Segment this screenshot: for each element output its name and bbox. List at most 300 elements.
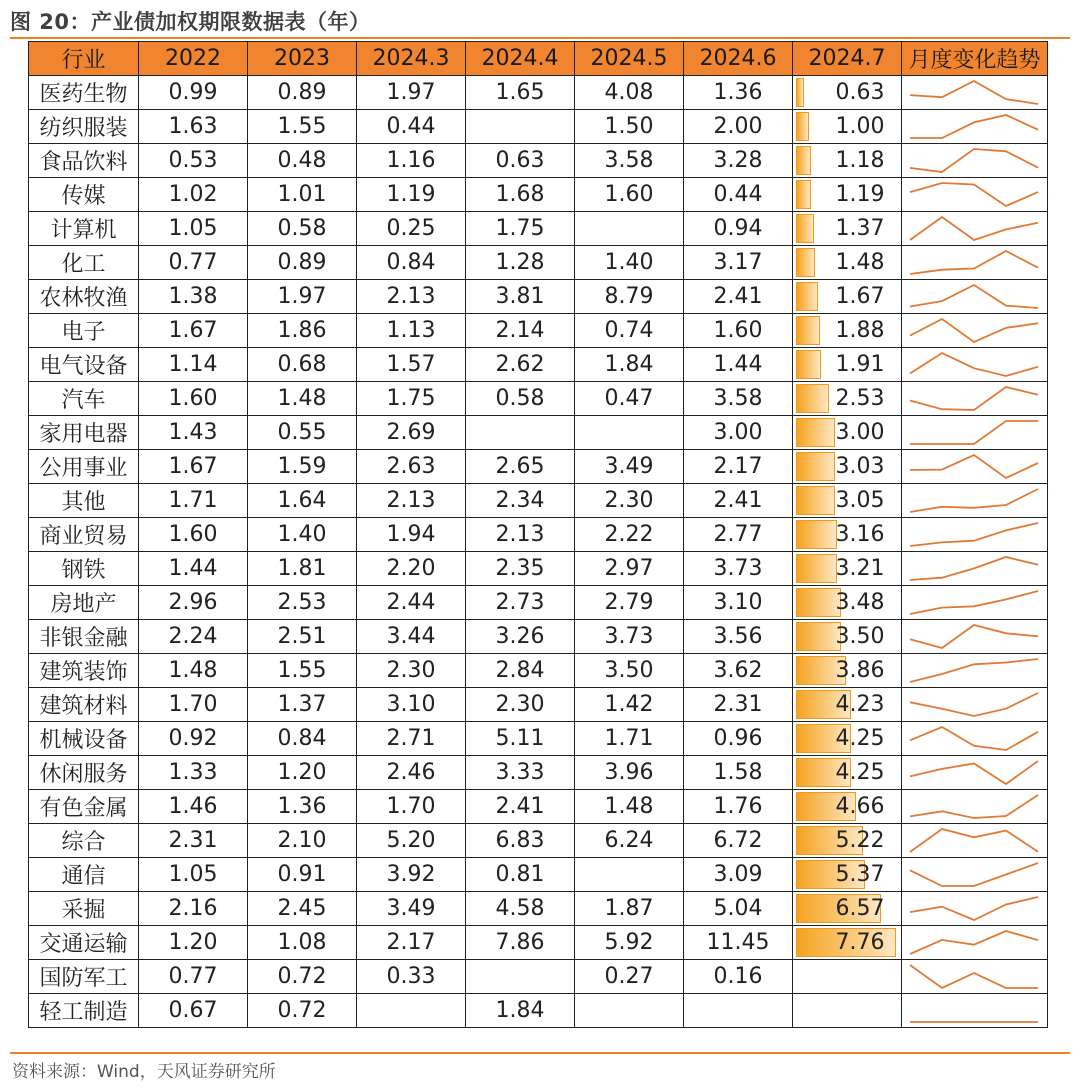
table-row (29, 620, 1048, 654)
value-cell: 1.71 (139, 484, 248, 518)
databar-cell (793, 722, 902, 756)
value-cell: 1.37 (248, 688, 357, 722)
trend-sparkline (902, 348, 1048, 381)
databar-cell (793, 960, 902, 994)
value-cell (466, 960, 575, 994)
table-row (29, 484, 1048, 518)
value-cell: 4.08 (575, 76, 684, 110)
trend-sparkline (902, 314, 1048, 347)
industry-cell: 食品饮料 (29, 144, 139, 178)
table-row (29, 790, 1048, 824)
value-cell: 2.46 (357, 756, 466, 790)
value-cell: 1.58 (684, 756, 793, 790)
value-cell: 2.13 (357, 280, 466, 314)
trend-sparkline-cell (902, 892, 1048, 926)
value-cell: 2.97 (575, 552, 684, 586)
trend-sparkline-cell (902, 144, 1048, 178)
trend-sparkline (902, 858, 1048, 891)
trend-sparkline (902, 552, 1048, 585)
databar-value: 3.21 (835, 556, 885, 581)
industry-cell: 计算机 (29, 212, 139, 246)
value-cell: 0.55 (248, 416, 357, 450)
sparkline-line (910, 217, 1038, 240)
value-cell: 1.42 (575, 688, 684, 722)
trend-sparkline (902, 178, 1048, 211)
table-row (29, 552, 1048, 586)
trend-sparkline (902, 144, 1048, 177)
sparkline-line (910, 761, 1038, 784)
table-row (29, 144, 1048, 178)
databar-cell (793, 586, 902, 620)
trend-sparkline-cell (902, 314, 1048, 348)
table-row (29, 654, 1048, 688)
value-cell: 1.44 (139, 552, 248, 586)
value-cell: 0.47 (575, 382, 684, 416)
value-cell: 3.44 (357, 620, 466, 654)
value-cell: 2.13 (357, 484, 466, 518)
value-cell: 3.49 (357, 892, 466, 926)
value-cell: 2.30 (357, 654, 466, 688)
databar-value: 1.18 (835, 148, 885, 173)
sparkline-line (910, 285, 1038, 308)
databar-cell (793, 178, 902, 212)
value-cell: 1.38 (139, 280, 248, 314)
table-row (29, 518, 1048, 552)
trend-sparkline-cell (902, 586, 1048, 620)
sparkline-line (910, 829, 1038, 852)
value-cell: 0.99 (139, 76, 248, 110)
databar-cell (793, 688, 902, 722)
value-cell: 1.13 (357, 314, 466, 348)
trend-sparkline (902, 926, 1048, 959)
value-cell: 1.60 (139, 382, 248, 416)
value-cell: 1.48 (139, 654, 248, 688)
value-cell: 1.14 (139, 348, 248, 382)
industry-cell: 电气设备 (29, 348, 139, 382)
databar-cell (793, 144, 902, 178)
value-cell: 1.76 (684, 790, 793, 824)
value-cell: 3.26 (466, 620, 575, 654)
value-cell: 2.41 (684, 484, 793, 518)
industry-cell: 国防军工 (29, 960, 139, 994)
value-cell: 6.83 (466, 824, 575, 858)
value-cell: 0.84 (357, 246, 466, 280)
column-header: 2024.3 (357, 42, 466, 76)
value-cell (466, 416, 575, 450)
value-cell: 2.51 (248, 620, 357, 654)
trend-sparkline-cell (902, 484, 1048, 518)
trend-sparkline-cell (902, 824, 1048, 858)
industry-cell: 房地产 (29, 586, 139, 620)
value-cell: 3.73 (575, 620, 684, 654)
databar-value: 4.25 (835, 726, 885, 751)
table-row (29, 110, 1048, 144)
value-cell: 3.58 (684, 382, 793, 416)
databar-value: 1.88 (835, 318, 885, 343)
value-cell: 0.81 (466, 858, 575, 892)
trend-sparkline (902, 722, 1048, 755)
table-row (29, 416, 1048, 450)
value-cell: 0.33 (357, 960, 466, 994)
value-cell: 2.20 (357, 552, 466, 586)
column-header: 2024.7 (793, 42, 902, 76)
industry-cell: 化工 (29, 246, 139, 280)
databar-value: 0.63 (835, 80, 885, 105)
value-cell: 3.62 (684, 654, 793, 688)
trend-sparkline (902, 620, 1048, 653)
value-cell: 6.24 (575, 824, 684, 858)
value-cell: 4.58 (466, 892, 575, 926)
value-cell: 1.28 (466, 246, 575, 280)
sparkline-line (910, 625, 1038, 648)
value-cell: 1.97 (248, 280, 357, 314)
trend-sparkline-cell (902, 994, 1048, 1028)
sparkline-line (910, 455, 1038, 478)
bottom-divider (10, 1052, 1070, 1054)
sparkline-line (910, 489, 1038, 512)
trend-sparkline-cell (902, 756, 1048, 790)
trend-sparkline (902, 756, 1048, 789)
trend-sparkline (902, 484, 1048, 517)
table-row (29, 450, 1048, 484)
value-cell: 5.92 (575, 926, 684, 960)
column-header: 2024.6 (684, 42, 793, 76)
industry-cell: 电子 (29, 314, 139, 348)
value-cell: 3.81 (466, 280, 575, 314)
value-cell: 1.75 (357, 382, 466, 416)
trend-sparkline-cell (902, 280, 1048, 314)
trend-sparkline-cell (902, 926, 1048, 960)
column-header: 月度变化趋势 (902, 42, 1048, 76)
value-cell: 3.10 (684, 586, 793, 620)
databar-value: 3.16 (835, 522, 885, 547)
sparkline-line (910, 387, 1038, 410)
databar-value: 3.03 (835, 454, 885, 479)
value-cell: 6.72 (684, 824, 793, 858)
databar-value: 3.50 (835, 624, 885, 649)
value-cell: 2.77 (684, 518, 793, 552)
value-cell: 1.81 (248, 552, 357, 586)
value-cell: 2.30 (466, 688, 575, 722)
table-row (29, 76, 1048, 110)
industry-cell: 钢铁 (29, 552, 139, 586)
value-cell: 0.84 (248, 722, 357, 756)
value-cell: 0.77 (139, 246, 248, 280)
trend-sparkline-cell (902, 110, 1048, 144)
sparkline-line (910, 557, 1038, 580)
duration-data-table (28, 41, 1048, 1028)
table-row (29, 246, 1048, 280)
sparkline-line (910, 897, 1038, 920)
value-cell (575, 212, 684, 246)
trend-sparkline-cell (902, 246, 1048, 280)
value-cell: 0.89 (248, 246, 357, 280)
value-cell: 2.30 (575, 484, 684, 518)
industry-cell: 传媒 (29, 178, 139, 212)
value-cell: 0.63 (466, 144, 575, 178)
value-cell: 1.94 (357, 518, 466, 552)
value-cell: 2.44 (357, 586, 466, 620)
value-cell: 3.09 (684, 858, 793, 892)
trend-sparkline (902, 654, 1048, 687)
value-cell: 5.11 (466, 722, 575, 756)
table-row (29, 892, 1048, 926)
trend-sparkline (902, 246, 1048, 279)
trend-sparkline-cell (902, 518, 1048, 552)
value-cell: 0.58 (248, 212, 357, 246)
trend-sparkline-cell (902, 348, 1048, 382)
value-cell: 1.60 (139, 518, 248, 552)
value-cell: 2.53 (248, 586, 357, 620)
value-cell: 2.41 (466, 790, 575, 824)
databar-cell (793, 280, 902, 314)
industry-cell: 商业贸易 (29, 518, 139, 552)
value-cell: 1.75 (466, 212, 575, 246)
trend-sparkline-cell (902, 382, 1048, 416)
value-cell: 1.01 (248, 178, 357, 212)
table-row (29, 382, 1048, 416)
value-cell: 1.57 (357, 348, 466, 382)
table-row (29, 586, 1048, 620)
industry-cell: 机械设备 (29, 722, 139, 756)
value-cell: 0.74 (575, 314, 684, 348)
databar-cell (793, 314, 902, 348)
value-cell: 1.20 (248, 756, 357, 790)
sparkline-line (910, 183, 1038, 206)
value-cell: 1.40 (248, 518, 357, 552)
table-row (29, 960, 1048, 994)
value-cell: 2.69 (357, 416, 466, 450)
value-cell: 7.86 (466, 926, 575, 960)
value-cell: 2.13 (466, 518, 575, 552)
value-cell: 0.92 (139, 722, 248, 756)
databar-cell (793, 892, 902, 926)
trend-sparkline (902, 994, 1048, 1027)
value-cell (575, 994, 684, 1028)
databar-value: 2.53 (835, 386, 885, 411)
table-row (29, 178, 1048, 212)
value-cell: 1.67 (139, 314, 248, 348)
databar-cell (793, 382, 902, 416)
value-cell: 1.16 (357, 144, 466, 178)
databar-value: 1.48 (835, 250, 885, 275)
value-cell: 1.43 (139, 416, 248, 450)
sparkline-line (910, 421, 1038, 444)
value-cell: 0.16 (684, 960, 793, 994)
industry-cell: 通信 (29, 858, 139, 892)
databar-cell (793, 756, 902, 790)
trend-sparkline-cell (902, 688, 1048, 722)
databar-value: 1.00 (835, 114, 885, 139)
industry-cell: 建筑装饰 (29, 654, 139, 688)
sparkline-line (910, 693, 1038, 716)
column-header: 2022 (139, 42, 248, 76)
databar-cell (793, 416, 902, 450)
trend-sparkline-cell (902, 790, 1048, 824)
table-row (29, 824, 1048, 858)
value-cell: 1.33 (139, 756, 248, 790)
industry-cell: 有色金属 (29, 790, 139, 824)
databar-cell (793, 994, 902, 1028)
value-cell: 3.00 (684, 416, 793, 450)
databar-value: 5.37 (835, 862, 885, 887)
value-cell: 2.22 (575, 518, 684, 552)
trend-sparkline (902, 212, 1048, 245)
value-cell: 2.24 (139, 620, 248, 654)
value-cell: 2.10 (248, 824, 357, 858)
value-cell: 0.27 (575, 960, 684, 994)
databar-cell (793, 110, 902, 144)
value-cell: 2.31 (139, 824, 248, 858)
industry-cell: 休闲服务 (29, 756, 139, 790)
value-cell: 0.96 (684, 722, 793, 756)
value-cell: 0.25 (357, 212, 466, 246)
table-row (29, 994, 1048, 1028)
value-cell: 1.05 (139, 212, 248, 246)
trend-sparkline (902, 688, 1048, 721)
title-divider (10, 37, 1070, 39)
value-cell: 3.28 (684, 144, 793, 178)
table-row (29, 858, 1048, 892)
value-cell: 0.67 (139, 994, 248, 1028)
value-cell: 2.63 (357, 450, 466, 484)
value-cell: 8.79 (575, 280, 684, 314)
value-cell: 2.71 (357, 722, 466, 756)
sparkline-line (910, 523, 1038, 546)
value-cell: 1.60 (684, 314, 793, 348)
databar-cell (793, 484, 902, 518)
value-cell: 1.19 (357, 178, 466, 212)
value-cell: 1.71 (575, 722, 684, 756)
sparkline-line (910, 659, 1038, 682)
value-cell: 1.02 (139, 178, 248, 212)
sparkline-line (910, 591, 1038, 614)
value-cell (466, 110, 575, 144)
databar-cell (793, 348, 902, 382)
industry-cell: 公用事业 (29, 450, 139, 484)
trend-sparkline (902, 892, 1048, 925)
trend-sparkline-cell (902, 76, 1048, 110)
trend-sparkline (902, 960, 1048, 993)
value-cell (575, 416, 684, 450)
industry-cell: 轻工制造 (29, 994, 139, 1028)
value-cell: 3.50 (575, 654, 684, 688)
databar-value: 6.57 (835, 896, 885, 921)
value-cell: 1.08 (248, 926, 357, 960)
value-cell: 1.48 (575, 790, 684, 824)
trend-sparkline-cell (902, 722, 1048, 756)
industry-cell: 采掘 (29, 892, 139, 926)
databar-cell (793, 212, 902, 246)
value-cell: 3.33 (466, 756, 575, 790)
industry-cell: 其他 (29, 484, 139, 518)
column-header: 2024.5 (575, 42, 684, 76)
value-cell: 1.55 (248, 110, 357, 144)
sparkline-line (910, 727, 1038, 750)
value-cell: 1.70 (357, 790, 466, 824)
value-cell: 0.44 (357, 110, 466, 144)
sparkline-line (910, 115, 1038, 138)
databar-value: 4.23 (835, 692, 885, 717)
value-cell: 1.68 (466, 178, 575, 212)
value-cell: 2.96 (139, 586, 248, 620)
value-cell: 0.77 (139, 960, 248, 994)
table-row (29, 314, 1048, 348)
databar-value: 3.48 (835, 590, 885, 615)
source-note: 资料来源：Wind，天风证券研究所 (12, 1062, 276, 1082)
trend-sparkline-cell (902, 450, 1048, 484)
value-cell: 2.45 (248, 892, 357, 926)
sparkline-line (910, 965, 1038, 988)
value-cell: 1.46 (139, 790, 248, 824)
value-cell: 1.50 (575, 110, 684, 144)
value-cell: 1.64 (248, 484, 357, 518)
value-cell: 1.86 (248, 314, 357, 348)
databar-value: 1.91 (835, 352, 885, 377)
databar-value: 1.37 (835, 216, 885, 241)
sparkline-line (910, 319, 1038, 342)
value-cell: 3.92 (357, 858, 466, 892)
value-cell: 5.04 (684, 892, 793, 926)
value-cell: 3.10 (357, 688, 466, 722)
value-cell: 3.17 (684, 246, 793, 280)
value-cell: 0.89 (248, 76, 357, 110)
value-cell (684, 994, 793, 1028)
trend-sparkline (902, 110, 1048, 143)
databar-cell (793, 824, 902, 858)
trend-sparkline-cell (902, 178, 1048, 212)
column-header: 2024.4 (466, 42, 575, 76)
value-cell: 2.79 (575, 586, 684, 620)
industry-cell: 建筑材料 (29, 688, 139, 722)
databar-cell (793, 654, 902, 688)
value-cell: 2.65 (466, 450, 575, 484)
value-cell: 0.58 (466, 382, 575, 416)
value-cell: 0.94 (684, 212, 793, 246)
value-cell: 2.17 (357, 926, 466, 960)
trend-sparkline (902, 790, 1048, 823)
value-cell: 1.05 (139, 858, 248, 892)
value-cell: 2.16 (139, 892, 248, 926)
sparkline-line (910, 795, 1038, 818)
table-row (29, 722, 1048, 756)
value-cell: 2.41 (684, 280, 793, 314)
value-cell: 2.17 (684, 450, 793, 484)
table-row (29, 688, 1048, 722)
value-cell: 1.36 (248, 790, 357, 824)
databar-value: 5.22 (835, 828, 885, 853)
trend-sparkline (902, 450, 1048, 483)
databar-value: 7.76 (835, 930, 885, 955)
value-cell: 3.49 (575, 450, 684, 484)
trend-sparkline (902, 518, 1048, 551)
value-cell: 2.31 (684, 688, 793, 722)
value-cell: 2.34 (466, 484, 575, 518)
databar-cell (793, 858, 902, 892)
value-cell (357, 994, 466, 1028)
databar-cell (793, 76, 902, 110)
value-cell: 5.20 (357, 824, 466, 858)
industry-cell: 农林牧渔 (29, 280, 139, 314)
figure-title: 图 20：产业债加权期限数据表（年） (10, 10, 371, 34)
trend-sparkline-cell (902, 212, 1048, 246)
trend-sparkline-cell (902, 960, 1048, 994)
trend-sparkline-cell (902, 416, 1048, 450)
value-cell: 2.14 (466, 314, 575, 348)
databar-value: 3.05 (835, 488, 885, 513)
sparkline-line (910, 149, 1038, 172)
value-cell: 1.97 (357, 76, 466, 110)
